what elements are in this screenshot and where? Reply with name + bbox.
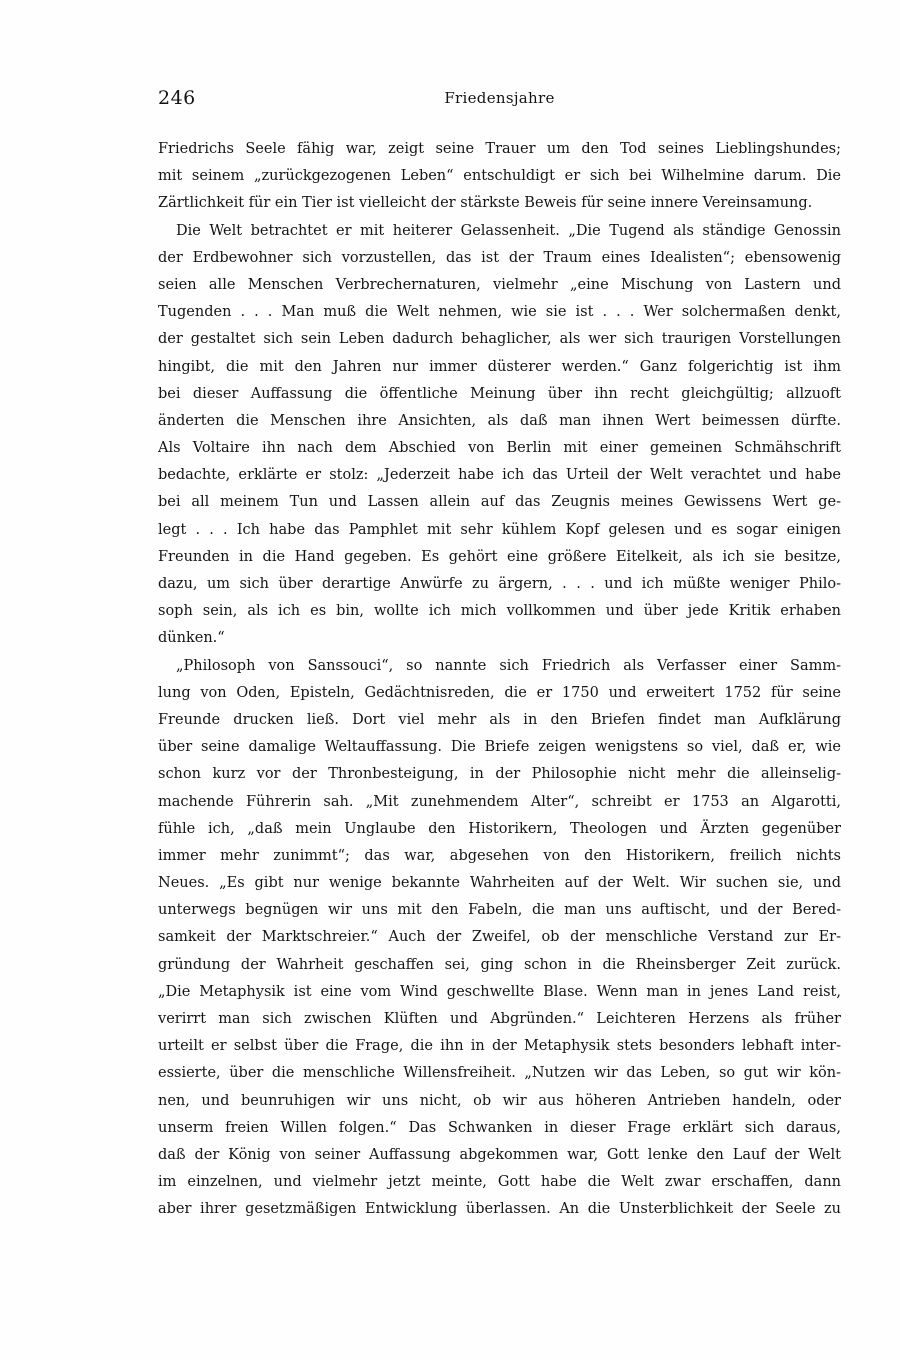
text-line: Die Welt betrachtet er mit heiterer Gelassenheit. „Die Tugend als ständige Genossin <box>176 222 841 239</box>
text-line: schon kurz vor der Thronbesteigung, in der Philosophie nicht mehr die alleinselig- <box>158 766 841 783</box>
text-line: Zärtlichkeit für ein Tier ist vielleicht der stärkste Beweis für seine innere Vereinsamung. <box>158 195 813 212</box>
text-line: bei all meinem Tun und Lassen allein auf das Zeugnis meines Gewissens Wert ge- <box>158 494 841 511</box>
text-line: unserm freien Willen folgen.“ Das Schwanken in dieser Frage erklärt sich daraus, <box>158 1119 841 1136</box>
text-line: Freunde drucken ließ. Dort viel mehr als in den Briefen findet man Aufklärung <box>158 711 841 728</box>
text-line: samkeit der Marktschreier.“ Auch der Zweifel, ob der menschliche Verstand zur Er- <box>158 929 841 946</box>
text-line: hingibt, die mit den Jahren nur immer düsterer werden.“ Ganz folgerichtig ist ihm <box>158 358 841 375</box>
text-line: daß der König von seiner Auffassung abgekommen war, Gott lenke den Lauf der Welt <box>158 1146 841 1163</box>
text-line: der Erdbewohner sich vorzustellen, das ist der Traum eines Idealisten“; ebensowenig <box>158 249 841 266</box>
text-line: fühle ich, „daß mein Unglaube den Historikern, Theologen und Ärzten gegenüber <box>158 820 841 837</box>
page-header <box>158 86 841 116</box>
text-line: bedachte, erklärte er stolz: „Jederzeit habe ich das Urteil der Welt verachtet und habe <box>158 467 841 484</box>
text-line: Friedrichs Seele fähig war, zeigt seine Trauer um den Tod seines Lieblingshundes; <box>158 141 841 157</box>
text-line: dazu, um sich über derartige Anwürfe zu ärgern, . . . und ich müßte weniger Philo- <box>158 576 841 592</box>
text-line: bei dieser Auffassung die öffentliche Meinung über ihn recht gleichgültig; allzuoft <box>158 385 841 402</box>
text-line: verirrt man sich zwischen Klüften und Abgründen.“ Leichteren Herzens als früher <box>158 1011 841 1027</box>
text-line: essierte, über die menschliche Willensfreiheit. „Nutzen wir das Leben, so gut wir kön- <box>158 1065 841 1082</box>
text-line: der gestaltet sich sein Leben dadurch behaglicher, als wer sich traurigen Vorstellungen <box>158 331 841 348</box>
running-head: Friedensjahre <box>444 89 555 107</box>
text-line: soph sein, als ich es bin, wollte ich mich vollkommen und über jede Kritik erhaben <box>158 603 841 620</box>
text-line: mit seinem „zurückgezogenen Leben“ entschuldigt er sich bei Wilhelmine darum. Die <box>158 168 841 185</box>
text-line: urteilt er selbst über die Frage, die ihn in der Metaphysik stets besonders lebhaft inter- <box>158 1038 841 1055</box>
text-line: über seine damalige Weltauffassung. Die Briefe zeigen wenigstens so viel, daß er, wie <box>158 739 841 756</box>
text-line: im einzelnen, und vielmehr jetzt meinte, Gott habe die Welt zwar erschaffen, dann <box>158 1174 841 1191</box>
text-line: nen, und beunruhigen wir uns nicht, ob wir aus höheren Antrieben handeln, oder <box>158 1092 841 1109</box>
text-line: „Philosoph von Sanssouci“, so nannte sich Friedrich als Verfasser einer Samm- <box>176 657 841 674</box>
body-text <box>158 136 841 1224</box>
text-line: Als Voltaire ihn nach dem Abschied von Berlin mit einer gemeinen Schmähschrift <box>158 440 841 457</box>
text-line: Tugenden . . . Man muß die Welt nehmen, wie sie ist . . . Wer solchermaßen denkt, <box>158 304 841 321</box>
text-line: unterwegs begnügen wir uns mit den Fabeln, die man uns auftischt, und der Bered- <box>158 902 841 919</box>
text-line: änderten die Menschen ihre Ansichten, als daß man ihnen Wert beimessen dürfte. <box>158 412 841 429</box>
page-number: 246 <box>158 87 196 109</box>
text-line: „Die Metaphysik ist eine vom Wind geschwellte Blase. Wenn man in jenes Land reist, <box>158 983 841 1000</box>
text-line: legt . . . Ich habe das Pamphlet mit sehr kühlem Kopf gelesen und es sogar einigen <box>158 521 841 538</box>
text-line: gründung der Wahrheit geschaffen sei, ging schon in die Rheinsberger Zeit zurück. <box>158 956 841 973</box>
text-line: dünken.“ <box>158 630 225 647</box>
text-line: Freunden in die Hand gegeben. Es gehört eine größere Eitelkeit, als ich sie besitze, <box>158 548 841 565</box>
text-line: aber ihrer gesetzmäßigen Entwicklung überlassen. An die Unsterblichkeit der Seele zu <box>158 1201 841 1218</box>
text-line: lung von Oden, Episteln, Gedächtnisreden, die er 1750 und erweitert 1752 für seine <box>158 684 841 701</box>
text-line: seien alle Menschen Verbrechernaturen, vielmehr „eine Mischung von Lastern und <box>158 276 841 293</box>
text-line: machende Führerin sah. „Mit zunehmendem Alter“, schreibt er 1753 an Algarotti, <box>158 793 841 810</box>
text-line: Neues. „Es gibt nur wenige bekannte Wahrheiten auf der Welt. Wir suchen sie, und <box>158 875 841 892</box>
text-line: immer mehr zunimmt“; das war, abgesehen von den Historikern, freilich nichts <box>158 847 841 864</box>
